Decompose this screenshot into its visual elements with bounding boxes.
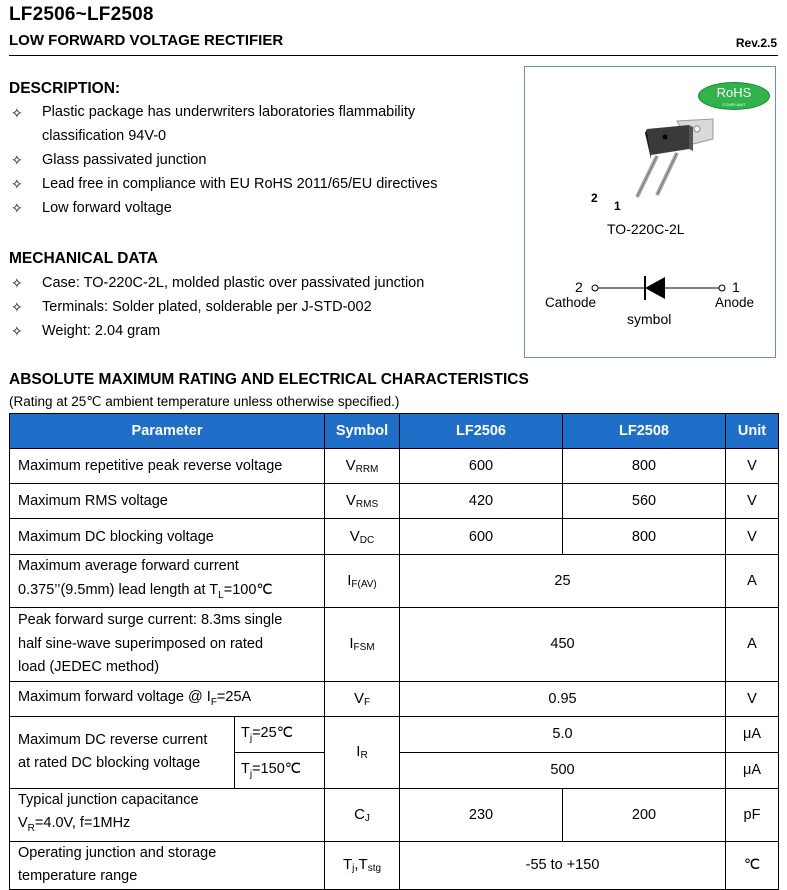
table-row: Peak forward surge current: 8.3ms single half sine-wave superimposed on rated load (JEDEC method) $I_{FSM}$ 450 A — [10, 607, 779, 681]
list-item: ✧ Terminals: Solder plated, solderable per J-STD-002 — [9, 295, 509, 319]
symbol-pin1-label: 1 — [732, 279, 740, 295]
anode-label: Anode — [715, 295, 755, 310]
table-row: Maximum average forward current 0.375’’(9.5mm) lead length at $T_L=100℃$ $I_{F(AV)}$ 25 A — [10, 555, 779, 608]
col-header-lf2508: LF2508 — [563, 414, 726, 449]
diamond-star-icon: ✧ — [11, 200, 23, 216]
ratings-note: (Rating at 25℃ ambient temperature unless otherwise specified.) — [9, 394, 400, 409]
table-row: Maximum DC blocking voltage $V_{DC}$ 600 800 V — [10, 519, 779, 555]
diamond-star-icon: ✧ — [11, 152, 23, 168]
table-row: $T_j=150℃$ 500 μA — [10, 752, 779, 788]
table-header-row — [10, 414, 779, 449]
document-title: LF2506~LF2508 — [9, 4, 154, 25]
document-subtitle: LOW FORWARD VOLTAGE RECTIFIER — [9, 32, 284, 49]
pin2-label: 2 — [591, 191, 598, 205]
list-item: ✧ Case: TO-220C-2L, molded plastic over passivated junction — [9, 271, 509, 295]
list-item: ✧ Glass passivated junction — [9, 148, 509, 172]
table-row: Typical junction capacitance $V_R=4.0V$, f=1MHz $C_J$ 230 200 pF — [10, 788, 779, 841]
table-row: Operating junction and storage temperature range $T_j,T_{stg}$ -55 to +150 ℃ — [10, 841, 779, 889]
diamond-star-icon: ✧ — [11, 176, 23, 192]
list-item: ✧ Lead free in compliance with EU RoHS 2011/65/EU directives — [9, 172, 509, 196]
mechanical-list — [9, 271, 509, 343]
pin1-label: 1 — [614, 199, 621, 213]
revision-label: Rev.2.5 — [735, 36, 777, 50]
ratings-table — [9, 413, 779, 890]
symbol-caption: symbol — [627, 311, 672, 327]
description-heading: DESCRIPTION: — [9, 80, 121, 97]
col-header-unit: Unit — [726, 414, 779, 449]
header-divider — [9, 55, 778, 56]
ratings-title: ABSOLUTE MAXIMUM RATING AND ELECTRICAL CHARACTERISTICS — [9, 371, 529, 388]
col-header-parameter: Parameter — [10, 414, 325, 449]
mechanical-heading: MECHANICAL DATA — [9, 250, 158, 267]
package-panel — [524, 66, 776, 358]
description-list — [9, 101, 509, 220]
table-row: Maximum DC reverse current at rated DC blocking voltage $T_j=25℃$ $I_R$ 5.0 μA — [10, 716, 779, 752]
table-row: Maximum RMS voltage $V_{RMS}$ 420 560 V — [10, 484, 779, 519]
symbol-pin2-label: 2 — [575, 279, 583, 295]
table-row: Maximum forward voltage @ $I_F=25A$ $V_F$ 0.95 V — [10, 681, 779, 716]
table-row: Maximum repetitive peak reverse voltage $V_{RRM}$ 600 800 V — [10, 449, 779, 484]
col-header-lf2506: LF2506 — [400, 414, 563, 449]
list-item: ✧ Weight: 2.04 gram — [9, 319, 509, 343]
rohs-badge: RoHS COMPLIANT — [698, 82, 770, 110]
cathode-label: Cathode — [545, 295, 597, 310]
list-item: ✧ Plastic package has underwriters laboratories flammability classification 94V-0 — [9, 101, 509, 148]
col-header-symbol: Symbol — [325, 414, 400, 449]
diamond-star-icon: ✧ — [11, 275, 23, 291]
diamond-star-icon: ✧ — [11, 299, 23, 315]
package-name: TO-220C-2L — [607, 221, 685, 237]
diamond-star-icon: ✧ — [11, 323, 23, 339]
diamond-star-icon: ✧ — [11, 105, 23, 121]
to220-package-image — [585, 115, 735, 215]
list-item: ✧ Low forward voltage — [9, 196, 509, 220]
